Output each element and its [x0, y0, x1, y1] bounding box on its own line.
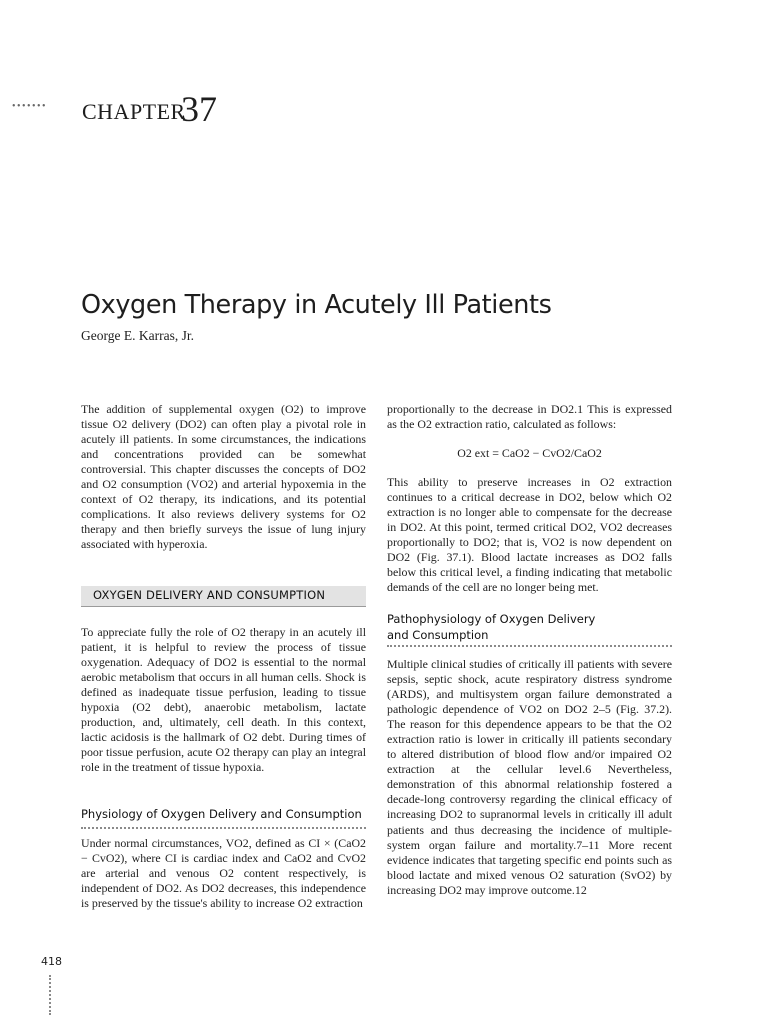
body-paragraph	[387, 657, 672, 898]
chapter-ornament-dots: •••••••	[12, 101, 48, 112]
section-heading: OXYGEN DELIVERY AND CONSUMPTION	[93, 588, 326, 602]
body-paragraph	[387, 402, 672, 432]
body-paragraph	[387, 475, 672, 595]
body-paragraph	[81, 836, 366, 911]
dotted-rule	[81, 827, 366, 829]
paragraph-text: Multiple clinical studies of critically ill patients with severe sepsis, septic shock, acute respiratory distress syndrome (ARDS), and multisystem organ failure demonstrated a pathologic dependence of VO2 on DO2 2–5 (Fig. 37.2). The reason for this dependence appears to be that the O2 extraction ratio is lower in critically ill patients secondary to altered distribution of blood flow and/or impaired O2 extraction at the cellular level.6 Nevertheless, demonstration of this abnormal relationship fostered a decade-long controversy regarding the clinical efficacy of increasing DO2 to supranormal levels in critically ill adult patients and thus decreasing the incidence of multiple-system organ failure and mortality.7–11 More recent evidence indicates that targeting specific end points such as blood lactate and mixed venous O2 saturation (SvO2) by increasing DO2 may improve outcome.12	[387, 657, 672, 897]
page-number: 418	[41, 955, 62, 968]
body-paragraph	[81, 625, 366, 775]
chapter-label: CHAPTER	[82, 99, 186, 124]
paragraph-text: Under normal circumstances, VO2, defined as CI × (CaO2 − CvO2), where CI is cardiac index and CaO2 and CvO2 are arterial and venous O2 content respectively, is independent of DO2. As DO2 decreases, this independence is preserved by the tissue's ability to increase O2 extraction	[81, 836, 366, 911]
subheading-line: and Consumption	[387, 628, 489, 642]
dotted-rule	[387, 645, 672, 647]
footer-dotted-rule	[49, 975, 51, 1015]
intro-paragraph	[81, 402, 366, 552]
subheading-physiology: Physiology of Oxygen Delivery and Consumption	[81, 807, 362, 821]
paragraph-text: proportionally to the decrease in DO2.1 This is expressed as the O2 extraction ratio, calculated as follows:	[387, 402, 672, 432]
subheading-line: Pathophysiology of Oxygen Delivery	[387, 612, 596, 626]
equation: O2 ext = CaO2 − CvO2/CaO2	[457, 446, 602, 460]
section-heading-bar	[81, 586, 366, 607]
page-title: Oxygen Therapy in Acutely Ill Patients	[81, 290, 552, 320]
chapter-number: 37	[181, 89, 217, 129]
author-name: George E. Karras, Jr.	[81, 328, 194, 343]
intro-text: The addition of supplemental oxygen (O2) to improve tissue O2 delivery (DO2) can often play a pivotal role in acutely ill patients. In some circumstances, the indications and concentrations provided can be somewhat controversial. This chapter discusses the concepts of DO2 and O2 consumption (VO2) and arterial hypoxemia in the context of O2 therapy, its indications, and its potential complications. It also reviews delivery systems for O2 therapy and then briefly surveys the issue of lung injury associated with hyperoxia.	[81, 402, 366, 552]
subheading-pathophysiology	[387, 611, 595, 643]
paragraph-text: To appreciate fully the role of O2 therapy in an acutely ill patient, it is helpful to review the process of tissue oxygenation. Adequacy of DO2 is essential to the normal aerobic metabolism that occurs in all human cells. Shock is defined as inadequate tissue perfusion, leading to tissue hypoxia (O2 debt), anaerobic metabolism, lactate production, and, ultimately, cell death. In this context, lactic acidosis is the hallmark of O2 debt. During times of poor tissue perfusion, acute O2 therapy can play an integral role in the treatment of tissue hypoxia.	[81, 625, 366, 775]
paragraph-text: This ability to preserve increases in O2 extraction continues to a critical decrease in DO2, below which O2 extraction is no longer able to compensate for the decrease in DO2. At this point, termed critical DO2, VO2 decreases proportionally to DO2; that is, VO2 is now dependent on DO2 (Fig. 37.1). Blood lactate increases as DO2 falls below this critical level, a finding indicating that metabolic demands of the cell are no longer being met.	[387, 475, 672, 595]
